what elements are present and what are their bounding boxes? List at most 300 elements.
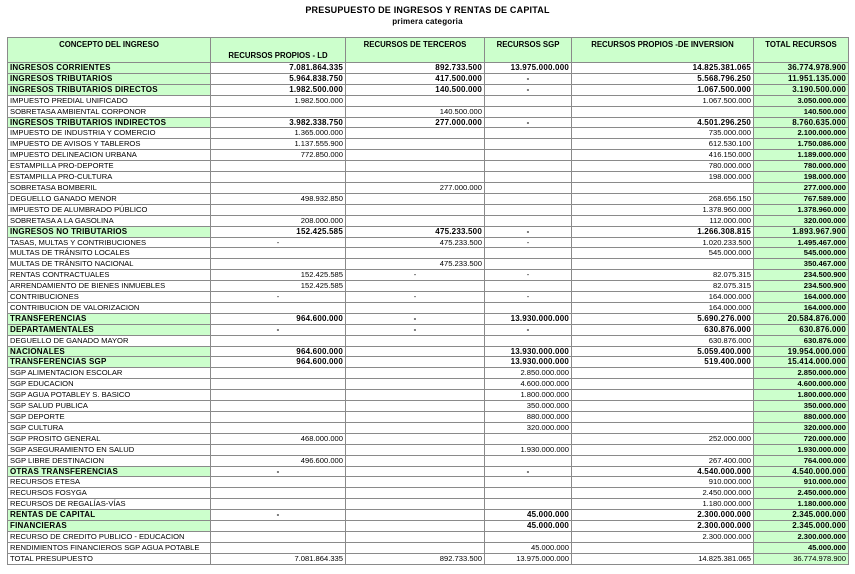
cell-recursos-terceros <box>346 281 485 292</box>
cell-total-recursos: 1.180.000.000 <box>754 499 849 510</box>
cell-recursos-propios-ld <box>211 499 346 510</box>
cell-total-recursos: 198.000.000 <box>754 172 849 183</box>
table-row <box>8 63 849 74</box>
cell-recursos-terceros: 475.233.500 <box>346 237 485 248</box>
table-row <box>8 193 849 204</box>
row-concepto: SOBRETASA BOMBERIL <box>8 182 211 193</box>
cell-recursos-propios-inversion: 630.876.000 <box>572 324 754 335</box>
cell-recursos-propios-ld <box>211 368 346 379</box>
row-concepto: SGP DEPORTE <box>8 412 211 423</box>
cell-total-recursos: 20.584.876.000 <box>754 313 849 324</box>
cell-recursos-propios-inversion <box>572 182 754 193</box>
budget-table <box>7 37 849 565</box>
row-concepto: SOBRETASA A LA GASOLINA <box>8 215 211 226</box>
cell-recursos-propios-ld <box>211 106 346 117</box>
cell-total-recursos: 4.600.000.000 <box>754 379 849 390</box>
cell-recursos-propios-inversion: 5.690.276.000 <box>572 313 754 324</box>
cell-recursos-propios-ld <box>211 477 346 488</box>
cell-recursos-propios-inversion: 82.075.315 <box>572 270 754 281</box>
cell-recursos-propios-ld <box>211 401 346 412</box>
table-row <box>8 270 849 281</box>
cell-recursos-sgp: - <box>485 226 572 237</box>
cell-recursos-sgp <box>485 477 572 488</box>
cell-recursos-sgp <box>485 248 572 259</box>
cell-recursos-terceros: 277.000.000 <box>346 117 485 128</box>
cell-recursos-propios-ld <box>211 412 346 423</box>
cell-recursos-propios-ld: 152.425.585 <box>211 281 346 292</box>
row-concepto: DEGUELLO GANADO MENOR <box>8 193 211 204</box>
table-row <box>8 553 849 564</box>
cell-total-recursos: 2.300.000.000 <box>754 531 849 542</box>
cell-recursos-terceros <box>346 455 485 466</box>
cell-recursos-propios-ld: 3.982.338.750 <box>211 117 346 128</box>
cell-total-recursos: 320.000.000 <box>754 422 849 433</box>
cell-recursos-propios-ld: 1.137.555.900 <box>211 139 346 150</box>
cell-recursos-propios-ld <box>211 444 346 455</box>
cell-total-recursos: 3.190.500.000 <box>754 84 849 95</box>
cell-recursos-propios-ld <box>211 488 346 499</box>
cell-recursos-propios-ld: 1.982.500.000 <box>211 84 346 95</box>
cell-total-recursos: 910.000.000 <box>754 477 849 488</box>
table-row <box>8 237 849 248</box>
cell-recursos-sgp: - <box>485 292 572 303</box>
cell-recursos-propios-inversion: 14.825.381.065 <box>572 553 754 564</box>
table-row <box>8 488 849 499</box>
cell-total-recursos: 277.000.000 <box>754 182 849 193</box>
cell-recursos-propios-inversion: 2.300.000.000 <box>572 510 754 521</box>
cell-recursos-propios-inversion: 4.501.296.250 <box>572 117 754 128</box>
cell-recursos-propios-inversion: 1.266.308.815 <box>572 226 754 237</box>
cell-recursos-propios-ld <box>211 172 346 183</box>
cell-total-recursos: 350.000.000 <box>754 401 849 412</box>
cell-recursos-propios-inversion: 2.450.000.000 <box>572 488 754 499</box>
cell-recursos-sgp: 1.800.000.000 <box>485 390 572 401</box>
cell-recursos-propios-inversion: 164.000.000 <box>572 302 754 313</box>
cell-recursos-sgp: - <box>485 324 572 335</box>
header-recursos-propios-inversion: RECURSOS PROPIOS -DE INVERSION <box>572 38 754 63</box>
row-concepto: INGRESOS TRIBUTARIOS <box>8 73 211 84</box>
cell-recursos-sgp <box>485 302 572 313</box>
cell-recursos-sgp: 1.930.000.000 <box>485 444 572 455</box>
cell-recursos-terceros: 417.500.000 <box>346 73 485 84</box>
cell-total-recursos: 8.760.635.000 <box>754 117 849 128</box>
cell-recursos-propios-inversion <box>572 412 754 423</box>
row-concepto: IMPUESTO DE AVISOS Y TABLEROS <box>8 139 211 150</box>
row-concepto: CONTRIBUCIONES <box>8 292 211 303</box>
cell-total-recursos: 164.000.000 <box>754 292 849 303</box>
cell-recursos-sgp <box>485 95 572 106</box>
table-row <box>8 346 849 357</box>
cell-recursos-propios-ld: 468.000.000 <box>211 433 346 444</box>
cell-recursos-sgp <box>485 204 572 215</box>
cell-recursos-terceros <box>346 346 485 357</box>
cell-recursos-sgp: - <box>485 466 572 477</box>
cell-recursos-sgp <box>485 433 572 444</box>
cell-recursos-terceros <box>346 390 485 401</box>
row-concepto: RECURSO DE CREDITO PUBLICO - EDUCACION <box>8 531 211 542</box>
cell-recursos-terceros: 475.233.500 <box>346 226 485 237</box>
table-row <box>8 172 849 183</box>
cell-recursos-propios-inversion <box>572 259 754 270</box>
cell-recursos-terceros <box>346 139 485 150</box>
row-concepto: IMPUESTO DE INDUSTRIA Y COMERCIO <box>8 128 211 139</box>
cell-recursos-propios-inversion: 1.180.000.000 <box>572 499 754 510</box>
cell-recursos-propios-ld <box>211 521 346 532</box>
cell-recursos-sgp: - <box>485 117 572 128</box>
row-concepto: CONTRIBUCION DE VALORIZACION <box>8 302 211 313</box>
cell-recursos-terceros <box>346 444 485 455</box>
cell-total-recursos: 2.850.000.000 <box>754 368 849 379</box>
cell-recursos-propios-inversion <box>572 542 754 553</box>
cell-total-recursos: 36.774.978.900 <box>754 63 849 74</box>
cell-total-recursos: 11.951.135.000 <box>754 73 849 84</box>
cell-recursos-propios-inversion: 780.000.000 <box>572 161 754 172</box>
row-concepto: SGP LIBRE DESTINACION <box>8 455 211 466</box>
cell-recursos-propios-inversion: 1.067.500.000 <box>572 84 754 95</box>
row-concepto: TRANSFERENCIAS SGP <box>8 357 211 368</box>
cell-total-recursos: 320.000.000 <box>754 215 849 226</box>
cell-recursos-propios-ld: - <box>211 237 346 248</box>
cell-total-recursos: 1.893.967.900 <box>754 226 849 237</box>
cell-recursos-terceros <box>346 379 485 390</box>
cell-recursos-sgp: 13.975.000.000 <box>485 553 572 564</box>
row-concepto: SGP ASEGURAMIENTO EN SALUD <box>8 444 211 455</box>
cell-recursos-terceros: 140.500.000 <box>346 106 485 117</box>
table-row <box>8 335 849 346</box>
cell-recursos-sgp <box>485 335 572 346</box>
cell-recursos-terceros <box>346 302 485 313</box>
cell-total-recursos: 36.774.978.900 <box>754 553 849 564</box>
row-concepto: RENTAS CONTRACTUALES <box>8 270 211 281</box>
cell-recursos-propios-inversion: 612.530.100 <box>572 139 754 150</box>
cell-recursos-terceros: - <box>346 324 485 335</box>
cell-recursos-sgp <box>485 259 572 270</box>
cell-total-recursos: 720.000.000 <box>754 433 849 444</box>
cell-recursos-propios-ld: 1.365.000.000 <box>211 128 346 139</box>
cell-recursos-sgp: 320.000.000 <box>485 422 572 433</box>
cell-recursos-propios-ld <box>211 302 346 313</box>
cell-recursos-sgp: - <box>485 73 572 84</box>
cell-total-recursos: 19.954.000.000 <box>754 346 849 357</box>
cell-recursos-terceros <box>346 433 485 444</box>
table-row <box>8 433 849 444</box>
table-row <box>8 379 849 390</box>
row-concepto: ARRENDAMIENTO DE BIENES INMUEBLES <box>8 281 211 292</box>
cell-recursos-propios-inversion: 1.020.233.500 <box>572 237 754 248</box>
cell-recursos-propios-ld: - <box>211 510 346 521</box>
row-concepto: TRANSFERENCIAS <box>8 313 211 324</box>
table-body <box>8 63 849 565</box>
row-concepto: MULTAS DE TRÁNSITO NACIONAL <box>8 259 211 270</box>
table-row <box>8 466 849 477</box>
cell-recursos-propios-ld <box>211 422 346 433</box>
table-row <box>8 226 849 237</box>
table-row <box>8 531 849 542</box>
row-concepto: SGP EDUCACION <box>8 379 211 390</box>
table-row <box>8 499 849 510</box>
table-row <box>8 292 849 303</box>
table-row <box>8 204 849 215</box>
cell-recursos-terceros: - <box>346 292 485 303</box>
cell-total-recursos: 164.000.000 <box>754 302 849 313</box>
cell-total-recursos: 350.467.000 <box>754 259 849 270</box>
cell-recursos-propios-inversion: 5.568.796.250 <box>572 73 754 84</box>
cell-recursos-propios-inversion: 268.656.150 <box>572 193 754 204</box>
cell-total-recursos: 767.589.000 <box>754 193 849 204</box>
cell-total-recursos: 3.050.000.000 <box>754 95 849 106</box>
cell-recursos-terceros <box>346 248 485 259</box>
cell-recursos-propios-ld: 7.081.864.335 <box>211 553 346 564</box>
table-row <box>8 106 849 117</box>
cell-recursos-propios-ld <box>211 161 346 172</box>
row-concepto: INGRESOS NO TRIBUTARIOS <box>8 226 211 237</box>
cell-recursos-propios-inversion: 1.067.500.000 <box>572 95 754 106</box>
row-concepto: SGP CULTURA <box>8 422 211 433</box>
cell-total-recursos: 1.495.467.000 <box>754 237 849 248</box>
row-concepto: RECURSOS DE REGALÍAS-VÍAS <box>8 499 211 510</box>
row-concepto: MULTAS DE TRÁNSITO LOCALES <box>8 248 211 259</box>
table-row <box>8 73 849 84</box>
row-concepto: RENTAS DE CAPITAL <box>8 510 211 521</box>
table-row <box>8 248 849 259</box>
cell-total-recursos: 1.189.000.000 <box>754 150 849 161</box>
table-row <box>8 117 849 128</box>
cell-total-recursos: 4.540.000.000 <box>754 466 849 477</box>
cell-recursos-sgp: - <box>485 237 572 248</box>
table-row <box>8 302 849 313</box>
cell-recursos-propios-ld: 772.850.000 <box>211 150 346 161</box>
table-row <box>8 542 849 553</box>
cell-recursos-sgp <box>485 193 572 204</box>
cell-recursos-propios-inversion: 164.000.000 <box>572 292 754 303</box>
cell-recursos-terceros: 475.233.500 <box>346 259 485 270</box>
cell-recursos-propios-inversion: 545.000.000 <box>572 248 754 259</box>
document-subtitle: primera categoria <box>392 17 463 26</box>
cell-total-recursos: 1.378.960.000 <box>754 204 849 215</box>
row-concepto: IMPUESTO DELINEACION URBANA <box>8 150 211 161</box>
document-title: PRESUPUESTO DE INGRESOS Y RENTAS DE CAPITAL <box>305 5 550 15</box>
row-concepto: INGRESOS TRIBUTARIOS DIRECTOS <box>8 84 211 95</box>
cell-recursos-propios-ld: - <box>211 466 346 477</box>
row-concepto: INGRESOS TRIBUTARIOS INDIRECTOS <box>8 117 211 128</box>
cell-recursos-propios-ld: 152.425.585 <box>211 226 346 237</box>
table-row <box>8 161 849 172</box>
header-recursos-terceros: RECURSOS DE TERCEROS <box>346 38 485 63</box>
cell-recursos-sgp <box>485 150 572 161</box>
cell-recursos-sgp <box>485 161 572 172</box>
cell-recursos-sgp: 350.000.000 <box>485 401 572 412</box>
table-row <box>8 401 849 412</box>
cell-recursos-terceros <box>346 488 485 499</box>
cell-total-recursos: 2.345.000.000 <box>754 510 849 521</box>
cell-recursos-propios-inversion: 910.000.000 <box>572 477 754 488</box>
cell-recursos-terceros <box>346 215 485 226</box>
cell-recursos-sgp <box>485 281 572 292</box>
table-row <box>8 477 849 488</box>
cell-recursos-propios-ld <box>211 531 346 542</box>
cell-recursos-terceros <box>346 477 485 488</box>
header-recursos-propios-ld: RECURSOS PROPIOS - LD <box>211 38 346 63</box>
cell-recursos-terceros: - <box>346 270 485 281</box>
cell-recursos-terceros <box>346 193 485 204</box>
cell-recursos-propios-ld: 5.964.838.750 <box>211 73 346 84</box>
cell-total-recursos: 2.345.000.000 <box>754 521 849 532</box>
cell-recursos-propios-ld: 7.081.864.335 <box>211 63 346 74</box>
cell-recursos-propios-inversion: 14.825.381.065 <box>572 63 754 74</box>
cell-recursos-sgp: 2.850.000.000 <box>485 368 572 379</box>
table-row <box>8 95 849 106</box>
cell-total-recursos: 630.876.000 <box>754 335 849 346</box>
table-row <box>8 281 849 292</box>
cell-recursos-sgp: 45.000.000 <box>485 521 572 532</box>
cell-recursos-propios-inversion: 198.000.000 <box>572 172 754 183</box>
cell-recursos-propios-ld <box>211 390 346 401</box>
cell-recursos-terceros: - <box>346 313 485 324</box>
cell-recursos-propios-ld <box>211 204 346 215</box>
cell-recursos-sgp <box>485 139 572 150</box>
row-concepto: RECURSOS FOSYGA <box>8 488 211 499</box>
table-row <box>8 128 849 139</box>
cell-recursos-terceros <box>346 499 485 510</box>
cell-recursos-propios-inversion <box>572 368 754 379</box>
cell-recursos-propios-inversion: 2.300.000.000 <box>572 521 754 532</box>
cell-recursos-terceros <box>346 531 485 542</box>
cell-recursos-terceros <box>346 161 485 172</box>
cell-recursos-sgp: 13.930.000.000 <box>485 357 572 368</box>
table-row <box>8 313 849 324</box>
cell-recursos-terceros <box>346 128 485 139</box>
cell-recursos-sgp: - <box>485 270 572 281</box>
cell-recursos-sgp: 45.000.000 <box>485 510 572 521</box>
row-concepto: IMPUESTO PREDIAL UNIFICADO <box>8 95 211 106</box>
cell-recursos-terceros <box>346 335 485 346</box>
table-row <box>8 390 849 401</box>
table-row <box>8 368 849 379</box>
table-row <box>8 139 849 150</box>
cell-recursos-propios-inversion: 5.059.400.000 <box>572 346 754 357</box>
cell-total-recursos: 15.414.000.000 <box>754 357 849 368</box>
cell-recursos-sgp <box>485 172 572 183</box>
cell-recursos-propios-inversion <box>572 422 754 433</box>
table-row <box>8 412 849 423</box>
cell-recursos-terceros <box>346 368 485 379</box>
cell-recursos-propios-ld <box>211 259 346 270</box>
row-concepto: SGP ALIMENTACION ESCOLAR <box>8 368 211 379</box>
cell-recursos-propios-inversion: 252.000.000 <box>572 433 754 444</box>
cell-recursos-sgp <box>485 488 572 499</box>
header-total-recursos: TOTAL RECURSOS <box>754 38 849 63</box>
table-row <box>8 324 849 335</box>
cell-recursos-propios-inversion: 1.378.960.000 <box>572 204 754 215</box>
table-row <box>8 521 849 532</box>
cell-recursos-propios-inversion: 630.876.000 <box>572 335 754 346</box>
cell-recursos-propios-ld <box>211 542 346 553</box>
cell-total-recursos: 234.500.900 <box>754 270 849 281</box>
row-concepto: SGP PROSITO GENERAL <box>8 433 211 444</box>
row-concepto: DEGUELLO DE GANADO MAYOR <box>8 335 211 346</box>
cell-total-recursos: 780.000.000 <box>754 161 849 172</box>
cell-total-recursos: 1.750.086.000 <box>754 139 849 150</box>
row-concepto: TASAS, MULTAS Y CONTRIBUCIONES <box>8 237 211 248</box>
cell-recursos-propios-ld: 208.000.000 <box>211 215 346 226</box>
cell-recursos-sgp <box>485 499 572 510</box>
cell-recursos-propios-ld: 964.600.000 <box>211 313 346 324</box>
row-concepto: INGRESOS CORRIENTES <box>8 63 211 74</box>
cell-recursos-sgp <box>485 106 572 117</box>
cell-recursos-sgp: - <box>485 84 572 95</box>
header-concepto: CONCEPTO DEL INGRESO <box>8 38 211 63</box>
cell-recursos-propios-ld: 496.600.000 <box>211 455 346 466</box>
cell-total-recursos: 234.500.900 <box>754 281 849 292</box>
table-row <box>8 455 849 466</box>
cell-total-recursos: 140.500.000 <box>754 106 849 117</box>
table-row <box>8 182 849 193</box>
cell-recursos-propios-ld: 964.600.000 <box>211 357 346 368</box>
cell-total-recursos: 880.000.000 <box>754 412 849 423</box>
cell-recursos-propios-inversion: 82.075.315 <box>572 281 754 292</box>
cell-recursos-sgp <box>485 215 572 226</box>
row-concepto: DEPARTAMENTALES <box>8 324 211 335</box>
cell-recursos-terceros <box>346 204 485 215</box>
cell-recursos-propios-ld: - <box>211 292 346 303</box>
row-concepto: OTRAS TRANSFERENCIAS <box>8 466 211 477</box>
cell-recursos-propios-inversion <box>572 106 754 117</box>
row-concepto: SGP SALUD PUBLICA <box>8 401 211 412</box>
cell-total-recursos: 1.930.000.000 <box>754 444 849 455</box>
cell-total-recursos: 630.876.000 <box>754 324 849 335</box>
cell-recursos-sgp: 13.975.000.000 <box>485 63 572 74</box>
cell-recursos-propios-inversion: 416.150.000 <box>572 150 754 161</box>
cell-recursos-propios-ld <box>211 248 346 259</box>
cell-recursos-terceros <box>346 542 485 553</box>
cell-recursos-propios-ld: - <box>211 324 346 335</box>
cell-recursos-terceros <box>346 510 485 521</box>
cell-recursos-terceros: 140.500.000 <box>346 84 485 95</box>
cell-recursos-terceros <box>346 412 485 423</box>
cell-recursos-sgp <box>485 455 572 466</box>
cell-recursos-propios-inversion: 4.540.000.000 <box>572 466 754 477</box>
cell-recursos-terceros <box>346 401 485 412</box>
row-concepto: TOTAL PRESUPUESTO <box>8 553 211 564</box>
cell-recursos-sgp: 4.600.000.000 <box>485 379 572 390</box>
cell-recursos-propios-ld: 152.425.585 <box>211 270 346 281</box>
row-concepto: NACIONALES <box>8 346 211 357</box>
row-concepto: RECURSOS ETESA <box>8 477 211 488</box>
row-concepto: IMPUESTO DE ALUMBRADO PÚBLICO <box>8 204 211 215</box>
cell-recursos-sgp: 880.000.000 <box>485 412 572 423</box>
cell-recursos-propios-ld: 1.982.500.000 <box>211 95 346 106</box>
table-row <box>8 357 849 368</box>
row-concepto: RENDIMIENTOS FINANCIEROS SGP AGUA POTABLE <box>8 542 211 553</box>
row-concepto: FINANCIERAS <box>8 521 211 532</box>
cell-recursos-propios-ld: 964.600.000 <box>211 346 346 357</box>
table-row <box>8 84 849 95</box>
cell-recursos-terceros <box>346 521 485 532</box>
table-row <box>8 444 849 455</box>
cell-recursos-propios-ld: 498.932.850 <box>211 193 346 204</box>
cell-recursos-propios-ld <box>211 379 346 390</box>
row-concepto: ESTAMPILLA PRO-CULTURA <box>8 172 211 183</box>
cell-recursos-propios-inversion: 519.400.000 <box>572 357 754 368</box>
cell-recursos-propios-ld <box>211 335 346 346</box>
table-row <box>8 259 849 270</box>
row-concepto: SGP AGUA POTABLEY S. BASICO <box>8 390 211 401</box>
cell-recursos-propios-inversion <box>572 401 754 412</box>
cell-total-recursos: 764.000.000 <box>754 455 849 466</box>
cell-recursos-propios-inversion: 112.000.000 <box>572 215 754 226</box>
cell-recursos-terceros <box>346 95 485 106</box>
cell-recursos-propios-inversion <box>572 390 754 401</box>
